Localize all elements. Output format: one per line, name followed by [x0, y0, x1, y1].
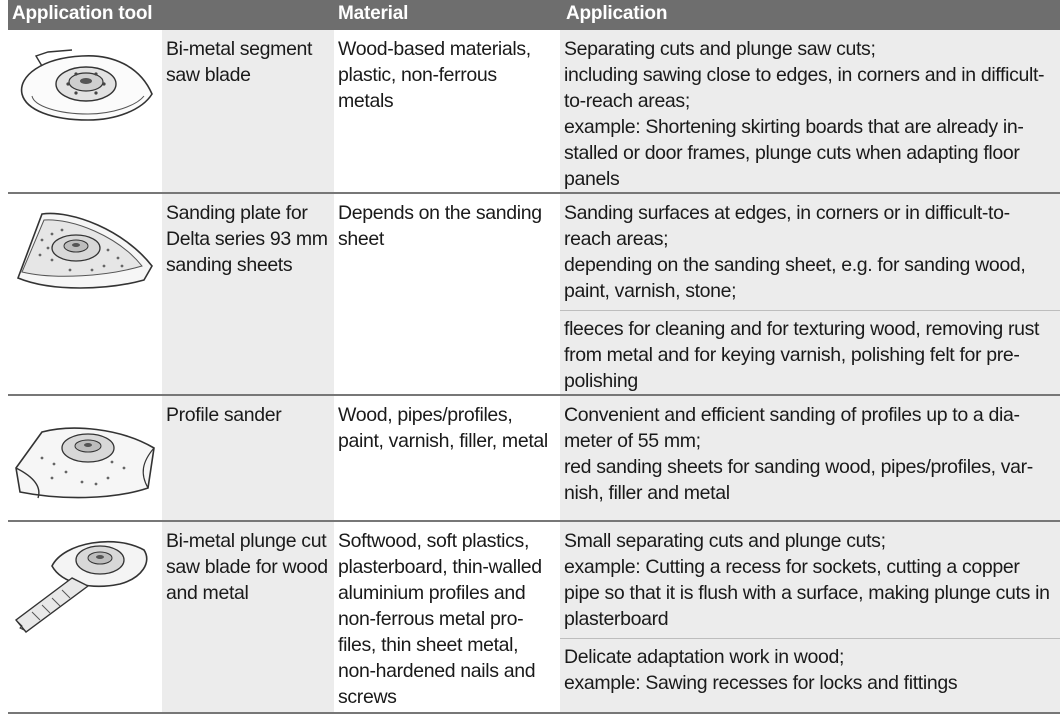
material-text	[338, 200, 542, 252]
tool-image-cell	[8, 396, 162, 520]
tool-name-text	[166, 200, 328, 278]
application-line: polishing	[564, 370, 638, 392]
tool-name-line: Bi-metal plunge cut	[166, 530, 327, 552]
material-line: metals	[338, 90, 394, 112]
plunge-cut-saw-blade-icon	[12, 528, 158, 638]
application-line: stalled or door frames, plunge cuts when adapting floor	[564, 142, 1020, 164]
header-application-tool: Application tool	[12, 3, 153, 24]
application-line: paint, varnish, stone;	[564, 280, 737, 302]
tool-name-cell	[162, 396, 334, 520]
application-text	[564, 316, 1039, 394]
material-line: non-ferrous metal pro-	[338, 608, 524, 630]
delta-sanding-plate-icon	[12, 200, 158, 300]
table-row	[8, 30, 1060, 192]
material-line: aluminium profiles and	[338, 582, 526, 604]
tool-name-cell	[162, 30, 334, 192]
application-text	[564, 644, 957, 696]
application-text	[564, 36, 1044, 192]
application-line: reach areas;	[564, 228, 669, 250]
tool-name-text	[166, 402, 281, 428]
material-line: paint, varnish, filler, metal	[338, 430, 548, 452]
material-text	[338, 36, 531, 114]
application-line: from metal and for keying varnish, polishing felt for pre-	[564, 344, 1020, 366]
tool-name-cell	[162, 522, 334, 712]
table-row	[8, 194, 1060, 394]
application-line: panels	[564, 168, 620, 190]
application-text	[564, 528, 1050, 632]
material-line: plastic, non-ferrous	[338, 64, 497, 86]
material-line: plasterboard, thin-walled	[338, 556, 542, 578]
application-line: plasterboard	[564, 608, 669, 630]
tool-image-cell	[8, 30, 162, 192]
tool-name-line: Sanding plate for	[166, 202, 308, 224]
application-cell	[560, 30, 1060, 192]
application-cell	[560, 396, 1060, 520]
material-line: screws	[338, 686, 397, 708]
material-text	[338, 402, 548, 454]
table-row	[8, 396, 1060, 520]
table-header	[8, 0, 1060, 30]
application-line: example: Sawing recesses for locks and fittings	[564, 672, 958, 694]
material-cell	[334, 396, 560, 520]
application-line: pipe so that it is flush with a surface, making plunge cuts in	[564, 582, 1050, 604]
material-cell	[334, 30, 560, 192]
application-line: Delicate adaptation work in wood;	[564, 646, 845, 668]
table-row	[8, 522, 1060, 712]
paragraph-divider	[560, 638, 1060, 639]
material-cell	[334, 194, 560, 394]
material-line: Wood, pipes/profiles,	[338, 404, 513, 426]
header-application: Application	[566, 3, 668, 24]
application-line: Small separating cuts and plunge cuts;	[564, 530, 886, 552]
row-divider	[8, 712, 1060, 714]
application-line: example: Shortening skirting boards that are already in-	[564, 116, 1024, 138]
material-line: files, thin sheet metal,	[338, 634, 519, 656]
material-cell	[334, 522, 560, 712]
application-text	[564, 402, 1033, 506]
paragraph-divider	[560, 310, 1060, 311]
tool-name-line: saw blade for wood	[166, 556, 328, 578]
profile-sander-icon	[12, 402, 158, 508]
material-line: sheet	[338, 228, 384, 250]
application-line: Separating cuts and plunge saw cuts;	[564, 38, 876, 60]
application-line: Convenient and efficient sanding of profiles up to a dia-	[564, 404, 1020, 426]
material-text	[338, 528, 542, 710]
application-cell	[560, 194, 1060, 394]
header-material: Material	[338, 3, 409, 24]
tool-name-text	[166, 36, 312, 88]
tool-name-line: saw blade	[166, 64, 251, 86]
application-line: example: Cutting a recess for sockets, cutting a copper	[564, 556, 1020, 578]
tool-name-cell	[162, 194, 334, 394]
tool-name-text	[166, 528, 328, 606]
material-line: Softwood, soft plastics,	[338, 530, 530, 552]
application-text	[564, 200, 1025, 304]
tool-image-cell	[8, 194, 162, 394]
application-line: fleeces for cleaning and for texturing wood, removing rust	[564, 318, 1040, 340]
application-line: to-reach areas;	[564, 90, 690, 112]
material-line: Wood-based materials,	[338, 38, 531, 60]
application-line: red sanding sheets for sanding wood, pipes/profiles, var-	[564, 456, 1033, 478]
application-cell	[560, 522, 1060, 712]
tool-name-line: Delta series 93 mm	[166, 228, 328, 250]
tool-name-line: Bi-metal segment	[166, 38, 313, 60]
tool-image-cell	[8, 522, 162, 712]
application-line: nish, filler and metal	[564, 482, 730, 504]
application-line: meter of 55 mm;	[564, 430, 701, 452]
tool-name-line: and metal	[166, 582, 249, 604]
tool-name-line: sanding sheets	[166, 254, 293, 276]
tool-name-line: Profile sander	[166, 404, 282, 426]
application-line: Sanding surfaces at edges, in corners or in difficult-to-	[564, 202, 1010, 224]
material-line: non-hardened nails and	[338, 660, 536, 682]
application-line: depending on the sanding sheet, e.g. for sanding wood,	[564, 254, 1026, 276]
application-line: including sawing close to edges, in corners and in difficult-	[564, 64, 1045, 86]
material-line: Depends on the sanding	[338, 202, 542, 224]
segment-saw-blade-icon	[12, 36, 158, 136]
